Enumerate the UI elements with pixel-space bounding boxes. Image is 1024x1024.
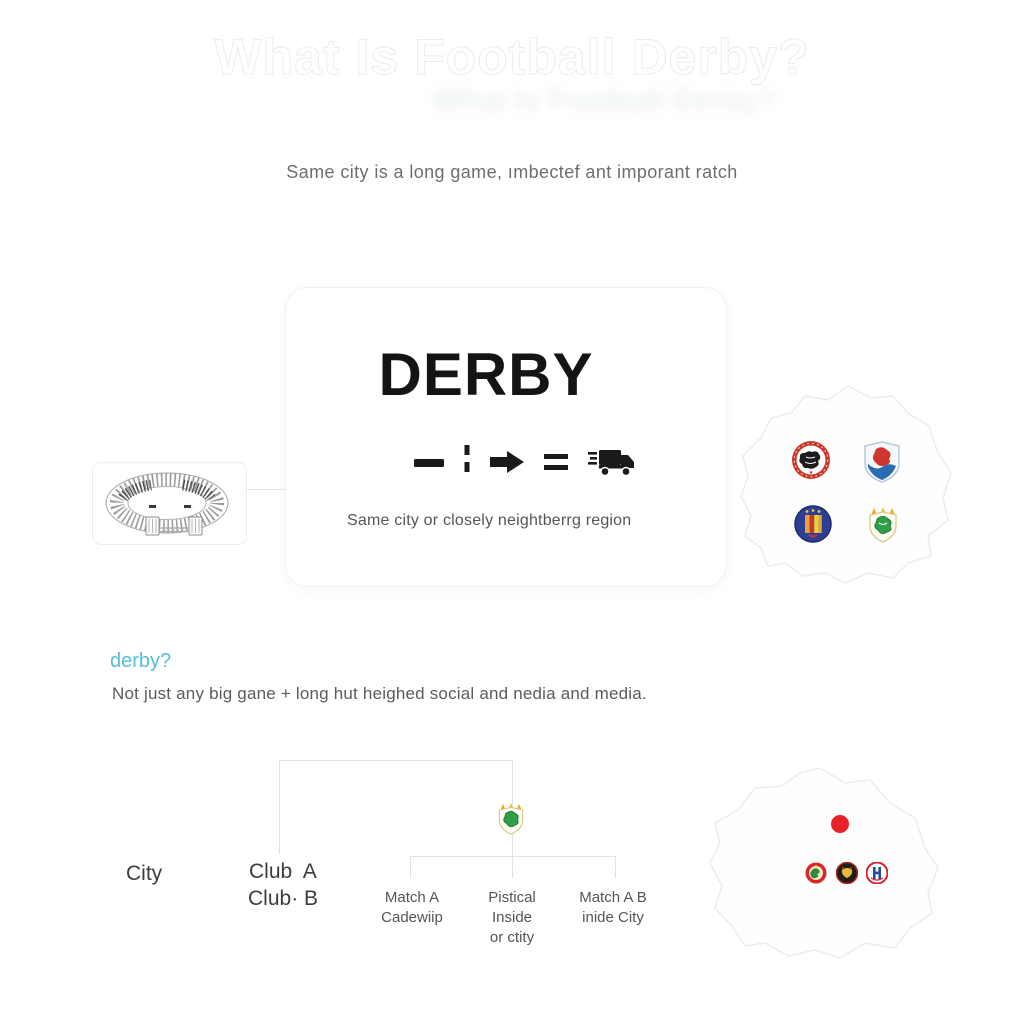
tree-column-line: inide City	[582, 909, 644, 926]
tree-column-line: Cadewiip	[381, 909, 443, 926]
tree-branch-line-3	[615, 856, 616, 878]
club-b-label: Club· B	[248, 887, 319, 910]
tree-branch-line-2	[512, 856, 513, 878]
tree-column-line: Match A	[384, 889, 440, 906]
tree-column-match-ab	[538, 888, 688, 928]
equals-icon	[544, 454, 568, 475]
tree-green-dragon-shield-badge	[496, 802, 526, 841]
blue-orange-circle-badge	[794, 505, 832, 548]
derby-card-title: DERBY	[378, 341, 594, 408]
club-a-label: Club A	[249, 860, 317, 883]
region-map-top	[733, 378, 958, 598]
tree-column-line: Inside	[491, 909, 533, 926]
page-subtitle: Same city is a long game, ımbectef ant imporant ratch	[286, 162, 738, 182]
green-dragon-shield-badge	[867, 506, 899, 549]
black-gold-circle-badge	[836, 862, 858, 889]
red-lion-circle-badge	[791, 440, 831, 485]
note-heading: derby?	[110, 650, 172, 672]
minus-icon	[414, 455, 444, 473]
blue-red-shield-badge	[863, 441, 901, 488]
tree-top-horizontal-line	[279, 760, 513, 761]
white-blue-h-circle-badge	[866, 862, 888, 889]
stadium-icon	[93, 529, 244, 546]
stadium-card	[92, 462, 247, 545]
derby-icon-row	[414, 448, 674, 480]
derby-card-caption: Same city or closely neightberrg region	[347, 512, 632, 529]
derby-definition-card	[285, 287, 727, 587]
tree-column-line: or ctity	[489, 929, 535, 946]
tree-column-line: Pistical	[488, 889, 536, 906]
title-smudge: What Is Football Derby?	[433, 84, 777, 117]
connector-line	[246, 489, 286, 490]
city-label: City	[126, 862, 163, 885]
delivery-truck-icon	[588, 447, 634, 482]
red-location-dot	[831, 815, 849, 833]
tree-column-line: Match A B	[579, 889, 647, 906]
tree-bottom-horizontal-line	[410, 856, 616, 857]
red-green-circle-badge	[805, 862, 827, 889]
tree-left-vertical-line	[279, 760, 280, 854]
page-title: What Is Football Derby?	[214, 29, 810, 85]
dashed-divider-icon	[464, 445, 470, 484]
note-body: Not just any big gane + long hut heighed social and nedia and media.	[112, 684, 647, 703]
tree-branch-line-1	[410, 856, 411, 878]
arrow-right-icon	[490, 449, 524, 480]
